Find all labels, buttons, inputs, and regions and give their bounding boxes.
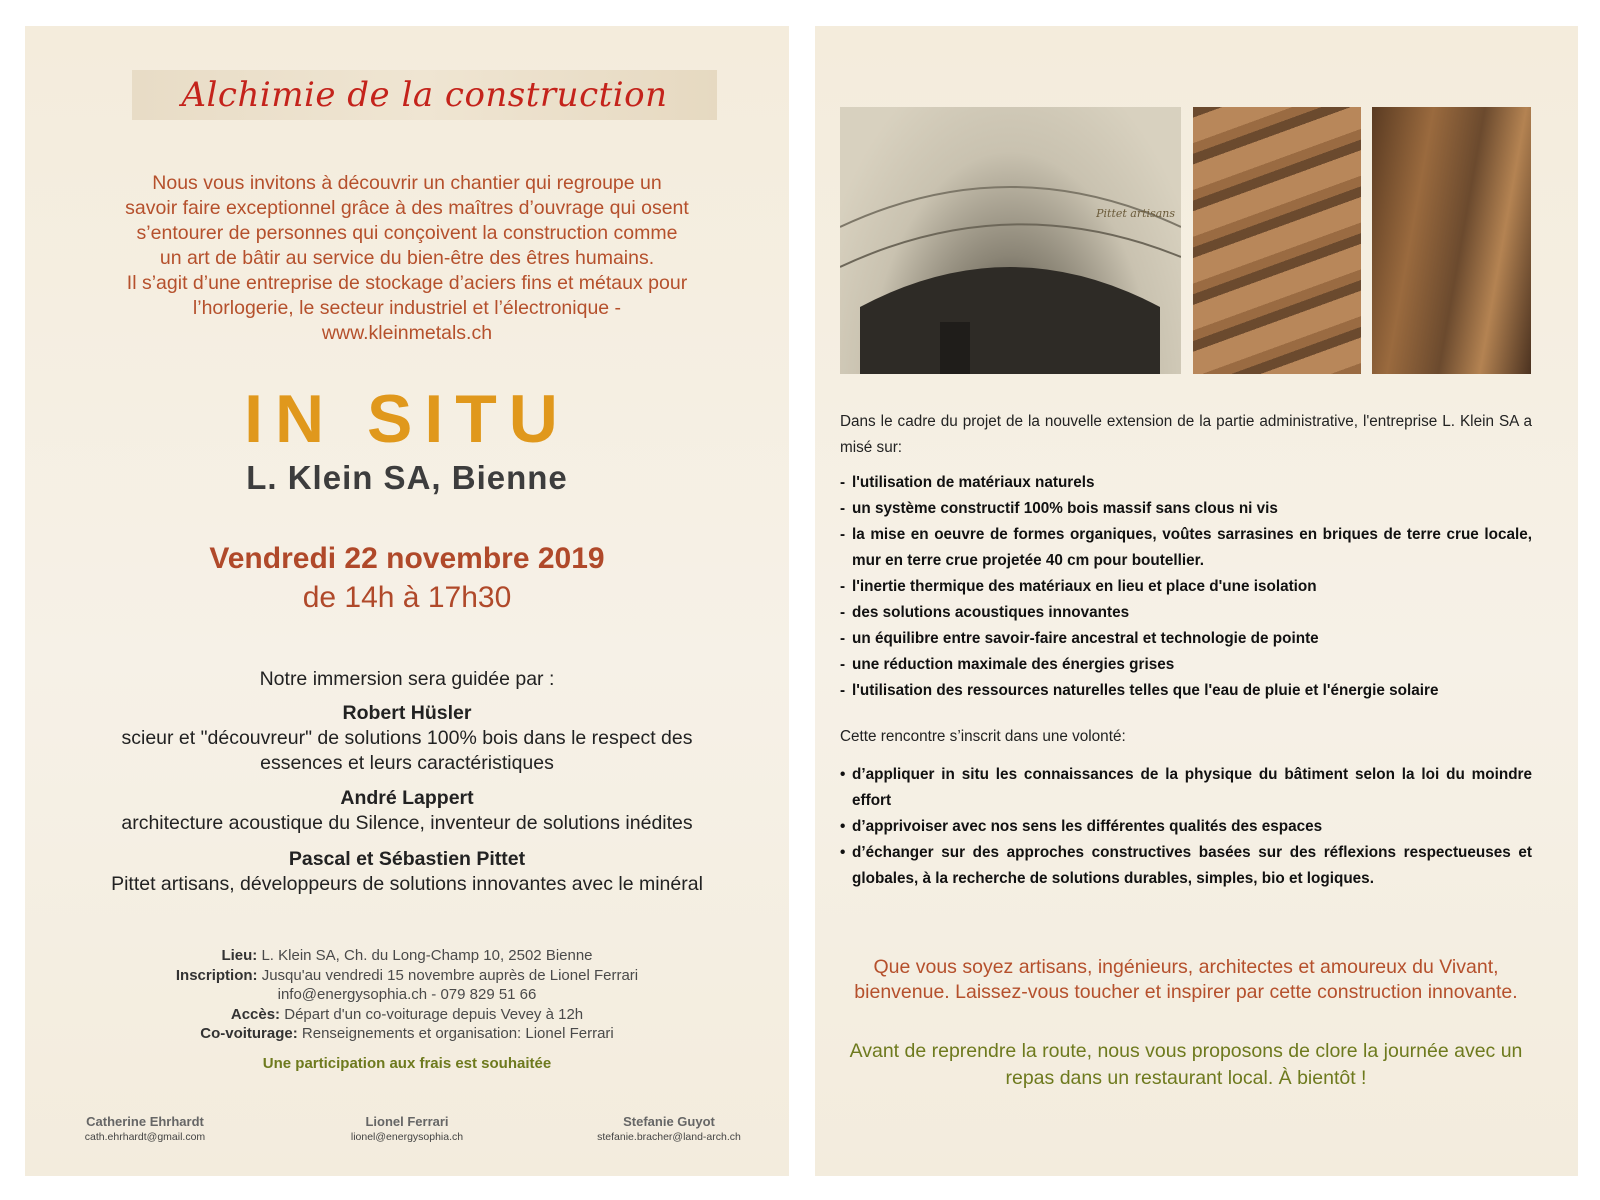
info-label: Lieu: xyxy=(221,947,258,964)
intro-line: Nous vous invitons à découvrir un chantier qui regroupe un xyxy=(152,172,662,194)
bullet-text: une réduction maximale des énergies grises xyxy=(852,656,1175,673)
bullet-mark: - xyxy=(840,682,846,699)
bullet-mark: - xyxy=(840,630,846,647)
info-value: L. Klein SA, Ch. du Long-Champ 10, 2502 Bienne xyxy=(261,947,593,964)
goals-list xyxy=(840,762,1532,892)
info-value: Départ d'un co-voiturage depuis Vevey à 12h xyxy=(284,1005,584,1023)
bullet-mark: - xyxy=(840,578,846,595)
signature-email[interactable]: stefanie.bracher@land-arch.ch xyxy=(597,1131,741,1143)
intro-line: l’horlogerie, le secteur industriel et l’électronique - xyxy=(192,297,622,319)
signature xyxy=(317,1114,497,1143)
list-item xyxy=(840,470,1532,496)
bullet-text: un système constructif 100% bois massif sans clous ni vis xyxy=(852,500,1278,517)
right-page xyxy=(815,26,1578,1176)
list-item xyxy=(840,522,1532,574)
info-label: Inscription: xyxy=(175,966,258,984)
info-carpool xyxy=(85,1024,729,1044)
timber-corner-photo xyxy=(1193,107,1361,374)
bullet-text: d’échanger sur des approches constructives basées sur des réflexions respectueuses et globales, à la recherche de solutions durables, simples, bio et logiques. xyxy=(852,844,1532,887)
bullet-mark: • xyxy=(840,766,846,783)
signature-name: Lionel Ferrari xyxy=(365,1114,449,1129)
guide-description: Pittet artisans, développeurs de solutions innovantes avec le minéral xyxy=(111,873,703,895)
info-value: Renseignements et organisation: Lionel Ferrari xyxy=(301,1025,614,1042)
bullet-text: d’appliquer in situ les connaissances de la physique du bâtiment selon la loi du moindre effort xyxy=(852,766,1532,809)
info-location xyxy=(85,946,729,966)
signature-email[interactable]: lionel@energysophia.ch xyxy=(350,1131,464,1143)
guide-intro: Notre immersion sera guidée par : xyxy=(259,668,555,690)
bullet-mark: - xyxy=(840,656,846,673)
signature-name: Stefanie Guyot xyxy=(623,1114,715,1129)
info-access xyxy=(85,1005,729,1025)
bullet-text: l'inertie thermique des matériaux en lieu et place d'une isolation xyxy=(852,578,1317,595)
intro-line: Il s’agit d’une entreprise de stockage d’aciers fins et métaux pour xyxy=(126,272,688,294)
list-item xyxy=(840,626,1532,652)
website-link[interactable]: www.kleinmetals.ch xyxy=(321,322,493,344)
intro-line: s’entourer de personnes qui conçoivent la construction comme xyxy=(136,222,678,244)
guide-entry xyxy=(65,701,749,776)
guide-name: André Lappert xyxy=(340,787,474,809)
bullet-mark: - xyxy=(840,604,846,621)
list-item xyxy=(840,678,1532,704)
info-contact[interactable]: info@energysophia.ch - 079 829 51 66 xyxy=(277,986,537,1003)
intro-line: un art de bâtir au service du bien-être des êtres humains. xyxy=(159,247,655,269)
photo-watermark: Pittet artisans xyxy=(1096,207,1175,220)
list-item xyxy=(840,652,1532,678)
features-list xyxy=(840,470,1532,704)
vault-arch-shape xyxy=(840,107,1181,374)
info-label: Accès: xyxy=(230,1005,281,1023)
welcome-text: Que vous soyez artisans, ingénieurs, architectes et amoureux du Vivant, bienvenue. Laissez-vous toucher et inspirer par cette construction innovante. xyxy=(854,956,1518,1003)
guide-entry xyxy=(65,847,749,897)
company-location: L. Klein SA, Bienne xyxy=(246,459,568,496)
signature xyxy=(579,1114,759,1143)
bullet-text: l'utilisation de matériaux naturels xyxy=(852,474,1095,491)
guide-description: essences et leurs caractéristiques xyxy=(260,752,554,774)
event-date: Vendredi 22 novembre 2019 xyxy=(209,542,605,575)
bullet-text: d’apprivoiser avec nos sens les différentes qualités des espaces xyxy=(852,818,1323,835)
title-banner xyxy=(132,70,717,120)
banner-title: Alchimie de la construction xyxy=(181,75,668,115)
list-item xyxy=(840,840,1532,892)
info-registration xyxy=(85,966,729,986)
project-intro-text: Dans le cadre du projet de la nouvelle extension de la partie administrative, l'entreprise L. Klein SA a misé sur: xyxy=(840,413,1532,456)
event-time: de 14h à 17h30 xyxy=(302,581,512,614)
info-label: Co-voiturage: xyxy=(200,1025,298,1042)
intro-paragraph xyxy=(95,171,719,346)
bullet-text: l'utilisation des ressources naturelles telles que l'eau de pluie et l'énergie solaire xyxy=(852,682,1439,699)
guide-entry xyxy=(65,786,749,836)
closing-text: Avant de reprendre la route, nous vous proposons de clore la journée avec un repas dans un restaurant local. À bientôt ! xyxy=(849,1040,1523,1089)
list-item xyxy=(840,762,1532,814)
bullet-mark: • xyxy=(840,818,846,835)
contribution-note: Une participation aux frais est souhaitée xyxy=(262,1055,552,1072)
timber-stair-photo xyxy=(1372,107,1531,374)
list-item xyxy=(840,496,1532,522)
signature-name: Catherine Ehrhardt xyxy=(86,1114,204,1129)
intro-line: savoir faire exceptionnel grâce à des maîtres d’ouvrage qui osent xyxy=(125,197,689,219)
info-value: Jusqu'au vendredi 15 novembre auprès de Lionel Ferrari xyxy=(261,966,639,984)
list-item xyxy=(840,600,1532,626)
guide-description: architecture acoustique du Silence, inventeur de solutions inédites xyxy=(121,812,693,834)
practical-info xyxy=(85,946,729,1044)
volonte-intro: Cette rencontre s’inscrit dans une volonté: xyxy=(840,728,1126,745)
bullet-text: un équilibre entre savoir-faire ancestral et technologie de pointe xyxy=(852,630,1319,647)
list-item xyxy=(840,814,1532,840)
list-item xyxy=(840,574,1532,600)
project-intro xyxy=(840,409,1532,461)
bullet-mark: • xyxy=(840,844,846,861)
bullet-mark: - xyxy=(840,474,846,491)
left-page xyxy=(25,26,789,1176)
guide-name: Pascal et Sébastien Pittet xyxy=(288,848,526,870)
guide-description: scieur et "découvreur" de solutions 100% bois dans le respect des xyxy=(121,727,693,749)
bullet-mark: - xyxy=(840,500,846,517)
signature-email[interactable]: cath.ehrhardt@gmail.com xyxy=(84,1131,206,1143)
signature xyxy=(55,1114,235,1143)
vault-photo xyxy=(840,107,1181,374)
bullet-text: des solutions acoustiques innovantes xyxy=(852,604,1130,621)
bullet-mark: - xyxy=(840,526,846,543)
bullet-text: la mise en oeuvre de formes organiques, voûtes sarrasines en briques de terre crue locale, mur en terre crue projetée 40 cm pour boutellier. xyxy=(852,526,1532,569)
guide-name: Robert Hüsler xyxy=(342,702,472,724)
headline: IN SITU xyxy=(244,381,570,457)
